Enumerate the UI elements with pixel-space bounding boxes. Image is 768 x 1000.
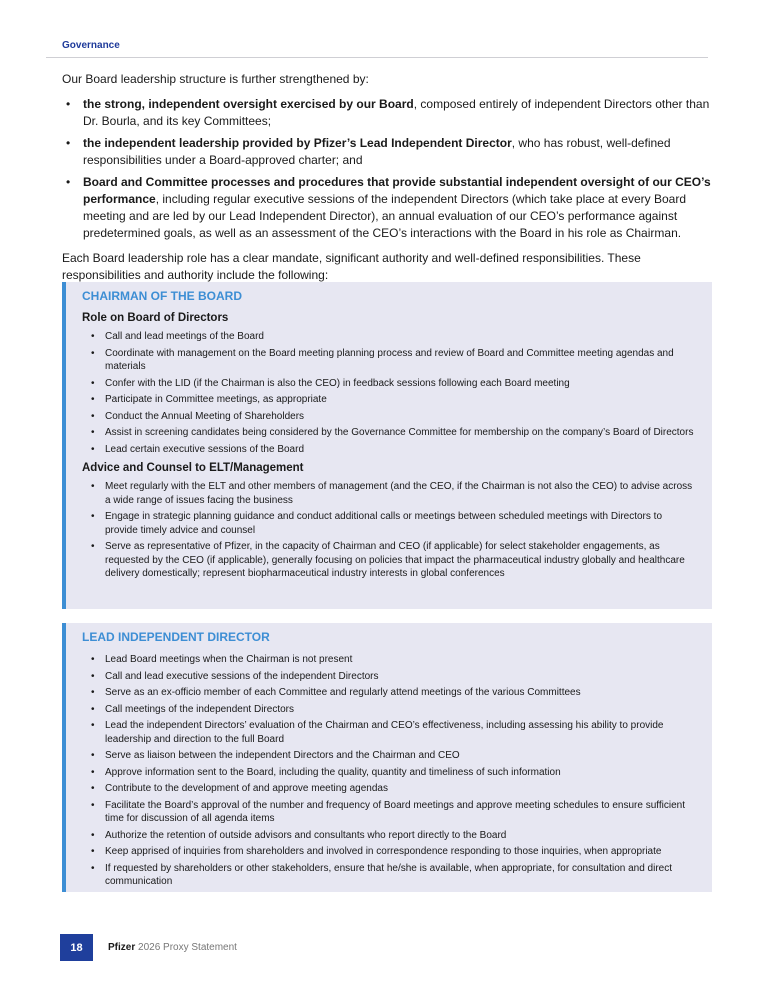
intro-closing: Each Board leadership role has a clear mandate, significant authority and well-defined responsibilities. These responsibilities and authority include the following: [62, 251, 641, 282]
list-item: • If requested by shareholders or other stakeholders, ensure that he/she is available, when appropriate, for consultation and direct communication [82, 862, 696, 889]
role-heading: Role on Board of Directors [82, 312, 229, 324]
bullet-text: , including regular executive sessions of the independent Directors (which take place at every Board meeting and are led by our Lead Independent Director), an annual evaluation of our CEO’s performance against predetermined goals, as well as an assessment of the CEO’s interactions with the Board in his role as Chairman. [83, 192, 686, 240]
bullet-text: , who has robust, well-defined responsibilities under a Board-approved charter; and [83, 136, 671, 167]
lid-title: LEAD INDEPENDENT DIRECTOR [82, 630, 270, 644]
list-item: • Serve as liaison between the independent Directors and the Chairman and CEO [82, 749, 696, 763]
footer-brand: Pfizer [108, 942, 136, 953]
lid-box [62, 623, 712, 892]
list-item: • Engage in strategic planning guidance and conduct additional calls or meetings between scheduled meetings with Directors to provide timely advice and counsel [82, 510, 696, 537]
footer-doc-title: 2026 Proxy Statement [138, 942, 237, 953]
bullet-bold-text: the strong, independent oversight exercised by our Board [83, 97, 414, 111]
list-item: • Meet regularly with the ELT and other members of management (and the CEO, if the Chairman is not also the CEO) to advise across a wide range of issues facing the business [82, 480, 696, 507]
advice-list [82, 480, 696, 581]
list-item: • Call meetings of the independent Directors [82, 703, 696, 717]
section-header: Governance [62, 40, 120, 51]
bullet-bold-text: the independent leadership provided by Pfizer’s Lead Independent Director [83, 136, 512, 150]
page-number: 18 [60, 934, 93, 961]
list-item: • Lead certain executive sessions of the Board [82, 443, 696, 457]
advice-heading: Advice and Counsel to ELT/Management [82, 462, 304, 474]
list-item: • Authorize the retention of outside advisors and consultants who report directly to the Board [82, 829, 696, 843]
lid-list [82, 653, 696, 889]
chairman-box [62, 282, 712, 609]
intro-bullet-list [62, 96, 712, 242]
list-item: • Serve as representative of Pfizer, in the capacity of Chairman and CEO (if applicable) for select stakeholder engagements, as requested by the CEO (if applicable), generally focusing on policies that impact the pharmaceutical industry globally and healthcare delivery domestically; represent biopharmaceutical industry interests in global conferences [82, 540, 696, 581]
list-item: • Assist in screening candidates being considered by the Governance Committee for membership on the company’s Board of Directors [82, 426, 696, 440]
bullet-bold-text: Board and Committee processes and procedures that provide substantial independent oversight of our CEO’s performance [83, 175, 711, 206]
list-item: • Call and lead executive sessions of the independent Directors [82, 670, 696, 684]
list-item: • Conduct the Annual Meeting of Shareholders [82, 410, 696, 424]
list-item: • Facilitate the Board’s approval of the number and frequency of Board meetings and approve meeting schedules to ensure sufficient time for discussion of all agenda items [82, 799, 696, 826]
list-item: • Keep apprised of inquiries from shareholders and involved in correspondence responding to those inquiries, when appropriate [82, 845, 696, 859]
intro-bullet [62, 96, 712, 130]
header-divider [46, 57, 708, 58]
list-item: • Contribute to the development of and approve meeting agendas [82, 782, 696, 796]
list-item: • Approve information sent to the Board, including the quality, quantity and timeliness of such information [82, 766, 696, 780]
intro-lead: Our Board leadership structure is further strengthened by: [62, 72, 369, 86]
footer-title [108, 942, 237, 953]
list-item: • Lead the independent Directors’ evaluation of the Chairman and CEO’s effectiveness, including assessing his ability to provide leadership and direction to the full Board [82, 719, 696, 746]
intro-bullet [62, 174, 712, 242]
list-item: • Call and lead meetings of the Board [82, 330, 696, 344]
list-item: • Lead Board meetings when the Chairman is not present [82, 653, 696, 667]
chairman-title: CHAIRMAN OF THE BOARD [82, 289, 242, 303]
list-item: • Coordinate with management on the Board meeting planning process and review of Board and Committee meeting agendas and materials [82, 347, 696, 374]
list-item: • Confer with the LID (if the Chairman is also the CEO) in feedback sessions following each Board meeting [82, 377, 696, 391]
bullet-text: , composed entirely of independent Directors other than Dr. Bourla, and its key Committees; [83, 97, 710, 128]
intro-bullet [62, 135, 712, 169]
list-item: • Serve as an ex-officio member of each Committee and regularly attend meetings of the various Committees [82, 686, 696, 700]
list-item: • Participate in Committee meetings, as appropriate [82, 393, 696, 407]
intro-section [62, 71, 712, 292]
role-list [82, 330, 696, 456]
